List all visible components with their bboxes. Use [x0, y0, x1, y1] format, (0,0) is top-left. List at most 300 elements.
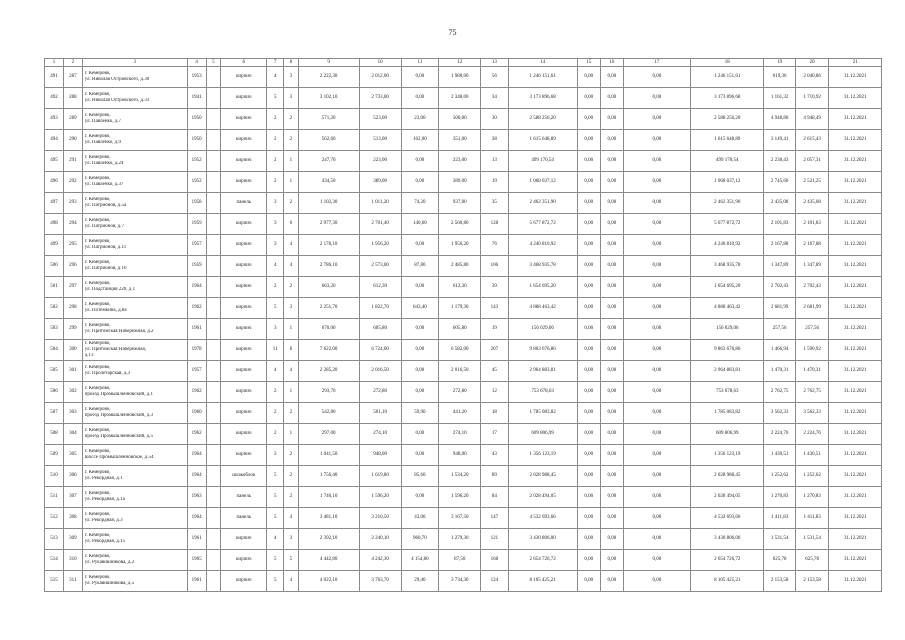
- cell-date: 31.12.2021: [829, 424, 882, 445]
- cell-cost: 1 615 648,89: [508, 130, 577, 151]
- cell-date: 31.12.2021: [829, 529, 882, 550]
- cell-n: 506: [45, 382, 64, 403]
- address-city: г. Кемерово,: [84, 470, 111, 475]
- address-cell: [82, 88, 187, 109]
- address-street: ул. Патрионов, д.7: [84, 224, 124, 229]
- address-city: г. Кемерово,: [84, 533, 111, 538]
- cell-people: 84: [481, 487, 508, 508]
- cell-area: 2 786,10: [298, 256, 359, 277]
- cell-id: 288: [63, 88, 82, 109]
- cell-year: 1964: [187, 508, 206, 529]
- page-number: 75: [448, 28, 457, 37]
- address-city: г. Кемерово,: [84, 239, 111, 244]
- address-street: ул. Патрионов, д.5а: [84, 203, 127, 208]
- address-city: г. Кемерово,: [84, 134, 111, 139]
- cell-p1: 2 238,43: [764, 151, 795, 172]
- cell-fl: 5: [267, 550, 284, 571]
- cell-year: 1961: [187, 571, 206, 592]
- cell-id: 311: [63, 571, 82, 592]
- cell-people: 19: [481, 319, 508, 340]
- cell-a2: 140,60: [401, 214, 439, 235]
- cell-en: 3: [284, 88, 299, 109]
- address-cell: [82, 529, 187, 550]
- cell-a2: 0,00: [401, 424, 439, 445]
- cell-people: 207: [481, 340, 508, 361]
- cell-p1: 1 470,31: [764, 361, 795, 382]
- cell-a2: 4 154,80: [401, 550, 439, 571]
- cell-n: 494: [45, 130, 64, 151]
- address-street: ул. Павленко, д.37: [84, 182, 124, 187]
- cell-z2: 0,00: [600, 361, 623, 382]
- cell-a3: 1 956,20: [439, 235, 481, 256]
- cell-z2: 0,00: [600, 487, 623, 508]
- cell-n: 505: [45, 361, 64, 382]
- cell-n: 499: [45, 235, 64, 256]
- cell-id: 302: [63, 382, 82, 403]
- cell-mat: кирпич: [221, 403, 267, 424]
- address-city: г. Кемерово,: [84, 197, 111, 202]
- column-header: 14: [508, 59, 577, 67]
- cell-area: 247,70: [298, 151, 359, 172]
- cell-year: 1963: [187, 487, 206, 508]
- cell-a3: 2 348,00: [439, 88, 481, 109]
- cell-z1: 0,00: [577, 88, 600, 109]
- cell-total: 1 246 151,61: [690, 67, 763, 88]
- cell-p1: 3 562,33: [764, 403, 795, 424]
- cell-z2: 0,00: [600, 424, 623, 445]
- cell-date: 31.12.2021: [829, 130, 882, 151]
- address-cell: [82, 571, 187, 592]
- cell-id: 293: [63, 193, 82, 214]
- cell-area: 2 977,30: [298, 214, 359, 235]
- cell-c5: [206, 382, 221, 403]
- cell-people: 89: [481, 466, 508, 487]
- cell-a3: 1 980,00: [439, 67, 481, 88]
- cell-total: 1 356 123,19: [690, 445, 763, 466]
- cell-date: 31.12.2021: [829, 256, 882, 277]
- address-cell: [82, 361, 187, 382]
- cell-p2: 2 153,58: [795, 571, 829, 592]
- cell-year: 1964: [187, 277, 206, 298]
- cell-n: 508: [45, 424, 64, 445]
- cell-fl: 3: [267, 214, 284, 235]
- cell-a2: 960,70: [401, 529, 439, 550]
- cell-date: 31.12.2021: [829, 172, 882, 193]
- address-street: ул. Патрионов, д.11: [84, 245, 127, 250]
- cell-n: 503: [45, 319, 64, 340]
- address-city: г. Кемерово,: [84, 407, 111, 412]
- table-row: [45, 214, 882, 235]
- cell-z1: 0,00: [577, 193, 600, 214]
- cell-z3: 0,00: [623, 67, 690, 88]
- cell-z3: 0,00: [623, 571, 690, 592]
- cell-date: 31.12.2021: [829, 298, 882, 319]
- address-city: г. Кемерово,: [84, 71, 111, 76]
- cell-a3: 1 596,20: [439, 487, 481, 508]
- cell-z1: 0,00: [577, 508, 600, 529]
- cell-mat: кирпич: [221, 298, 267, 319]
- cell-c5: [206, 130, 221, 151]
- cell-z2: 0,00: [600, 214, 623, 235]
- cell-mat: кирпич: [221, 214, 267, 235]
- address-cell: [82, 277, 187, 298]
- cell-mat: кирпич: [221, 151, 267, 172]
- address-cell: [82, 508, 187, 529]
- cell-z1: 0,00: [577, 550, 600, 571]
- cell-date: 31.12.2021: [829, 382, 882, 403]
- cell-area: 2 392,10: [298, 529, 359, 550]
- cell-a1: 3 210,50: [359, 508, 401, 529]
- cell-mat: кирпич: [221, 571, 267, 592]
- cell-total: 4 888 463,42: [690, 298, 763, 319]
- address-city: г. Кемерово,: [84, 428, 111, 433]
- cell-en: 1: [284, 319, 299, 340]
- cell-z3: 0,00: [623, 445, 690, 466]
- cell-a3: 6 582,00: [439, 340, 481, 361]
- cell-z1: 0,00: [577, 214, 600, 235]
- cell-people: 76: [481, 235, 508, 256]
- cell-total: 1 068 037,12: [690, 172, 763, 193]
- column-header: 11: [401, 59, 439, 67]
- column-header: 15: [577, 59, 600, 67]
- address-cell: [82, 424, 187, 445]
- cell-people: 106: [481, 256, 508, 277]
- address-street: ул. Рекордная, д.1: [84, 476, 123, 481]
- column-header: 9: [298, 59, 359, 67]
- cell-z3: 0,00: [623, 130, 690, 151]
- cell-p1: 3 149,41: [764, 130, 795, 151]
- cell-z2: 0,00: [600, 109, 623, 130]
- cell-n: 496: [45, 172, 64, 193]
- address-city: г. Кемерово,: [84, 281, 111, 286]
- table-row: [45, 277, 882, 298]
- cell-a2: 0,00: [401, 277, 439, 298]
- cell-people: 34: [481, 88, 508, 109]
- address-cell: [82, 445, 187, 466]
- cell-a2: 87,80: [401, 256, 439, 277]
- cell-p2: 1 430,51: [795, 445, 829, 466]
- cell-a2: 0,00: [401, 172, 439, 193]
- cell-id: 299: [63, 319, 82, 340]
- cell-area: 3 102,10: [298, 88, 359, 109]
- cell-total: 2 588 256,20: [690, 109, 763, 130]
- cell-total: 609 806,99: [690, 424, 763, 445]
- cell-z3: 0,00: [623, 298, 690, 319]
- cell-a2: 74,20: [401, 193, 439, 214]
- cell-z3: 0,00: [623, 403, 690, 424]
- cell-en: 2: [284, 403, 299, 424]
- cell-z1: 0,00: [577, 340, 600, 361]
- cell-people: 147: [481, 508, 508, 529]
- cell-mat: кирпич: [221, 67, 267, 88]
- cell-n: 497: [45, 193, 64, 214]
- cell-z2: 0,00: [600, 88, 623, 109]
- cell-fl: 2: [267, 109, 284, 130]
- cell-fl: 4: [267, 529, 284, 550]
- cell-p2: 625,78: [795, 550, 829, 571]
- cell-people: 39: [481, 277, 508, 298]
- cell-a3: 1 179,30: [439, 298, 481, 319]
- cell-z1: 0,00: [577, 361, 600, 382]
- cell-date: 31.12.2021: [829, 235, 882, 256]
- cell-z3: 0,00: [623, 508, 690, 529]
- cell-p1: 2 745,60: [764, 172, 795, 193]
- cell-total: 2 028 988,45: [690, 466, 763, 487]
- cell-a3: 3 734,30: [439, 571, 481, 592]
- address-street: ул. Подстанция 220, д.1: [84, 287, 136, 292]
- cell-p1: 1 531,54: [764, 529, 795, 550]
- cell-p2: 2 702,43: [795, 277, 829, 298]
- cell-cost: 3 430 806,00: [508, 529, 577, 550]
- cell-c5: [206, 403, 221, 424]
- cell-n: 500: [45, 256, 64, 277]
- address-street: ул. Павленко, д.24: [84, 161, 124, 166]
- cell-people: 45: [481, 361, 508, 382]
- cell-date: 31.12.2021: [829, 571, 882, 592]
- cell-n: 509: [45, 445, 64, 466]
- cell-year: 1962: [187, 298, 206, 319]
- cell-date: 31.12.2021: [829, 277, 882, 298]
- column-header: 8: [284, 59, 299, 67]
- cell-mat: кирпич: [221, 130, 267, 151]
- cell-n: 495: [45, 151, 64, 172]
- address-city: г. Кемерово,: [84, 155, 111, 160]
- cell-area: 2 178,10: [298, 235, 359, 256]
- cell-c5: [206, 319, 221, 340]
- cell-total: 1 785 083,82: [690, 403, 763, 424]
- cell-p2: 1 347,89: [795, 256, 829, 277]
- cell-a1: 3 763,70: [359, 571, 401, 592]
- cell-area: 670,00: [298, 319, 359, 340]
- cell-date: 31.12.2021: [829, 403, 882, 424]
- cell-a1: 2 240,10: [359, 529, 401, 550]
- cell-en: 1: [284, 172, 299, 193]
- cell-z3: 0,00: [623, 172, 690, 193]
- table-row: [45, 298, 882, 319]
- cell-date: 31.12.2021: [829, 445, 882, 466]
- cell-c5: [206, 193, 221, 214]
- cell-z2: 0,00: [600, 256, 623, 277]
- address-city: г. Кемерово,: [84, 449, 111, 454]
- cell-total: 2 654 726,72: [690, 550, 763, 571]
- cell-z3: 0,00: [623, 193, 690, 214]
- address-street: ул. Притомская Набережная,: [84, 347, 146, 352]
- cell-a2: 43,00: [401, 508, 439, 529]
- address-city: г. Кемерово,: [84, 491, 111, 496]
- cell-a2: 59,90: [401, 403, 439, 424]
- cell-fl: 4: [267, 67, 284, 88]
- cell-year: 1950: [187, 130, 206, 151]
- cell-date: 31.12.2021: [829, 193, 882, 214]
- cell-id: 308: [63, 508, 82, 529]
- cell-id: 298: [63, 298, 82, 319]
- address-street: ул. Рукавишникова, д.2: [84, 560, 135, 565]
- cell-a2: 0,00: [401, 445, 439, 466]
- cell-fl: 2: [267, 130, 284, 151]
- cell-area: 1 746,10: [298, 487, 359, 508]
- address-city: г. Кемерово,: [84, 575, 111, 580]
- column-header: 1: [45, 59, 64, 67]
- cell-en: 2: [284, 130, 299, 151]
- table-row: [45, 319, 882, 340]
- cell-n: 513: [45, 529, 64, 550]
- cell-p2: 2 040,86: [795, 67, 829, 88]
- cell-id: 289: [63, 109, 82, 130]
- cell-en: 2: [284, 277, 299, 298]
- cell-id: 295: [63, 235, 82, 256]
- cell-total: 2 964 883,81: [690, 361, 763, 382]
- cell-p2: 1 590,92: [795, 340, 829, 361]
- address-cell: [82, 109, 187, 130]
- address-street: ул. Притомская Набережная, д.2: [84, 329, 154, 334]
- cell-people: 19: [481, 172, 508, 193]
- address-city: г. Кемерово,: [84, 386, 111, 391]
- cell-a3: 441,20: [439, 403, 481, 424]
- cell-total: 3 430 806,00: [690, 529, 763, 550]
- cell-area: 297,00: [298, 424, 359, 445]
- cell-p1: 1 252,62: [764, 466, 795, 487]
- cell-a2: 0,00: [401, 88, 439, 109]
- cell-area: 571,20: [298, 109, 359, 130]
- cell-a2: 643,40: [401, 298, 439, 319]
- cell-z3: 0,00: [623, 487, 690, 508]
- cell-mat: кирпич: [221, 256, 267, 277]
- cell-id: 304: [63, 424, 82, 445]
- address-cell: [82, 130, 187, 151]
- cell-z1: 0,00: [577, 235, 600, 256]
- cell-p2: 1 710,92: [795, 88, 829, 109]
- cell-a3: 351,00: [439, 130, 481, 151]
- cell-p1: 1 430,51: [764, 445, 795, 466]
- table-row: [45, 571, 882, 592]
- cell-people: 12: [481, 382, 508, 403]
- cell-id: 290: [63, 130, 82, 151]
- cell-area: 1 041,50: [298, 445, 359, 466]
- cell-z2: 0,00: [600, 193, 623, 214]
- column-header: 3: [82, 59, 187, 67]
- cell-a2: 29,40: [401, 571, 439, 592]
- table-row: [45, 487, 882, 508]
- cell-cost: 1 654 695,20: [508, 277, 577, 298]
- cell-z3: 0,00: [623, 550, 690, 571]
- cell-date: 31.12.2021: [829, 340, 882, 361]
- cell-area: 7 622,00: [298, 340, 359, 361]
- cell-fl: 5: [267, 466, 284, 487]
- address-street: ул. Павленко, д.7: [84, 119, 122, 124]
- table-row: [45, 382, 882, 403]
- cell-a3: 948,00: [439, 445, 481, 466]
- cell-c5: [206, 67, 221, 88]
- cell-z3: 0,00: [623, 277, 690, 298]
- address-street: ул. Рукавишникова, д.5: [84, 581, 135, 586]
- cell-en: 1: [284, 424, 299, 445]
- column-header: 5: [206, 59, 221, 67]
- cell-a1: 389,00: [359, 172, 401, 193]
- cell-n: 510: [45, 466, 64, 487]
- cell-a3: 612,30: [439, 277, 481, 298]
- cell-mat: кирпич: [221, 361, 267, 382]
- cell-p2: 1 252,62: [795, 466, 829, 487]
- cell-z3: 0,00: [623, 235, 690, 256]
- cell-en: 5: [284, 550, 299, 571]
- cell-c5: [206, 508, 221, 529]
- cell-a1: 2 733,00: [359, 88, 401, 109]
- cell-cost: 4 532 693,66: [508, 508, 577, 529]
- cell-a3: 2 485,80: [439, 256, 481, 277]
- cell-n: 507: [45, 403, 64, 424]
- cell-a1: 2 016,50: [359, 361, 401, 382]
- cell-mat: кирпич: [221, 172, 267, 193]
- column-header: 16: [600, 59, 623, 67]
- table-body: [45, 67, 882, 592]
- address-city: г. Кемерово,: [84, 302, 111, 307]
- cell-year: 1952: [187, 151, 206, 172]
- cell-cost: 4 240 810,92: [508, 235, 577, 256]
- cell-z2: 0,00: [600, 382, 623, 403]
- cell-year: 1950: [187, 109, 206, 130]
- table-row: [45, 109, 882, 130]
- address-cell: [82, 550, 187, 571]
- cell-z1: 0,00: [577, 151, 600, 172]
- cell-z2: 0,00: [600, 235, 623, 256]
- housing-registry-table: [44, 58, 882, 592]
- cell-mat: кирпич: [221, 235, 267, 256]
- cell-area: 3 481,10: [298, 508, 359, 529]
- cell-z3: 0,00: [623, 340, 690, 361]
- cell-z1: 0,00: [577, 445, 600, 466]
- cell-a3: 87,50: [439, 550, 481, 571]
- column-header: 12: [439, 59, 481, 67]
- cell-year: 1959: [187, 256, 206, 277]
- cell-id: 297: [63, 277, 82, 298]
- cell-total: 2 462 351,90: [690, 193, 763, 214]
- cell-fl: 2: [267, 403, 284, 424]
- cell-mat: кирпич: [221, 550, 267, 571]
- cell-fl: 2: [267, 172, 284, 193]
- cell-z3: 0,00: [623, 151, 690, 172]
- column-header: 19: [764, 59, 795, 67]
- cell-mat: панель: [221, 193, 267, 214]
- cell-p2: 4 948,49: [795, 109, 829, 130]
- cell-fl: 11: [267, 340, 284, 361]
- cell-c5: [206, 235, 221, 256]
- cell-c5: [206, 487, 221, 508]
- cell-fl: 3: [267, 235, 284, 256]
- cell-p1: 1 270,83: [764, 487, 795, 508]
- cell-date: 31.12.2021: [829, 67, 882, 88]
- table-row: [45, 529, 882, 550]
- column-header: 2: [63, 59, 82, 67]
- cell-cost: 2 462 351,90: [508, 193, 577, 214]
- cell-p1: 1 161,32: [764, 88, 795, 109]
- cell-p1: 2 435,08: [764, 193, 795, 214]
- cell-mat: кирпич: [221, 319, 267, 340]
- address-cell: [82, 340, 187, 361]
- cell-date: 31.12.2021: [829, 319, 882, 340]
- cell-fl: 2: [267, 151, 284, 172]
- cell-date: 31.12.2021: [829, 109, 882, 130]
- cell-cost: 753 678,63: [508, 382, 577, 403]
- cell-cost: 9 863 676,86: [508, 340, 577, 361]
- cell-a3: 3 167,50: [439, 508, 481, 529]
- cell-z2: 0,00: [600, 319, 623, 340]
- table-row: [45, 508, 882, 529]
- cell-z1: 0,00: [577, 277, 600, 298]
- cell-n: 512: [45, 508, 64, 529]
- address-cell: [82, 193, 187, 214]
- cell-p1: 1 466,94: [764, 340, 795, 361]
- cell-p1: 2 101,83: [764, 214, 795, 235]
